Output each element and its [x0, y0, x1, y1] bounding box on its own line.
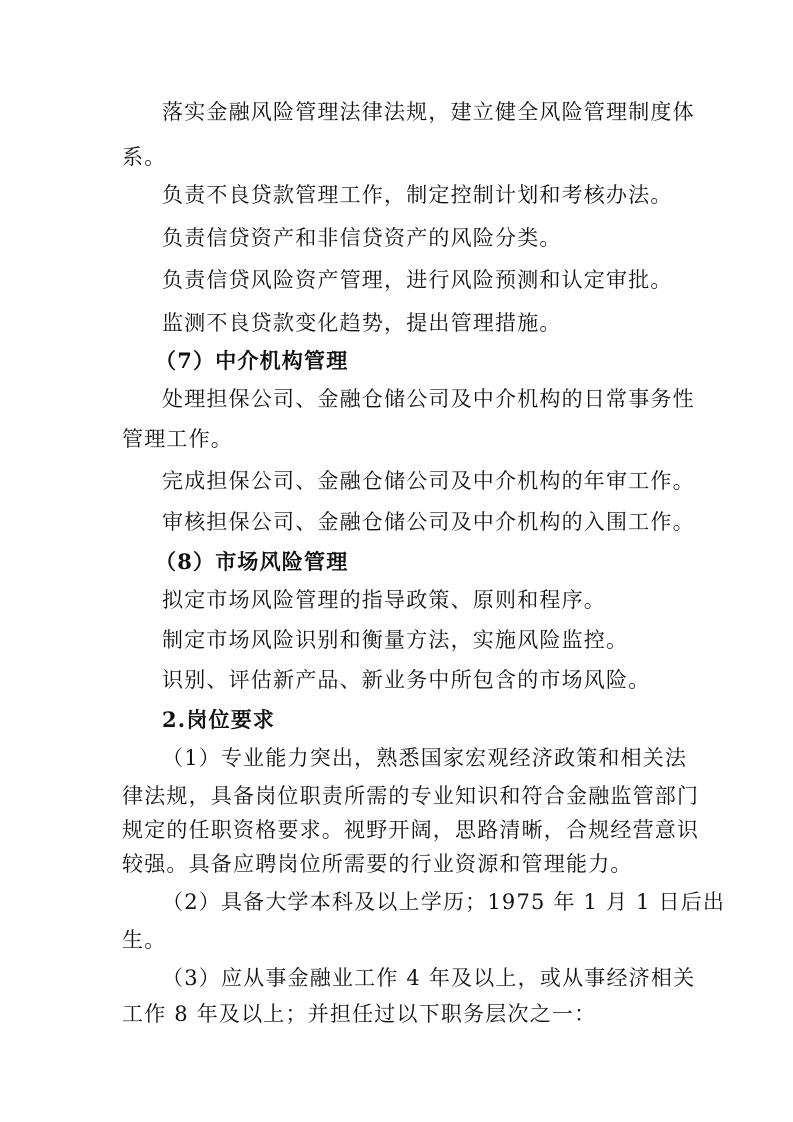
paragraph-line: 识别、评估新产品、新业务中所包含的市场风险。 [162, 668, 651, 692]
paragraph-line: （3）应从事金融业工作 4 年及以上，或从事经济相关 [162, 966, 696, 990]
paragraph-line: （2）具备大学本科及以上学历；1975 年 1 月 1 日后出 [162, 890, 726, 914]
paragraph-line: 工作 8 年及以上；并担任过以下职务层次之一： [122, 1002, 597, 1026]
paragraph-line: 系。 [122, 145, 167, 169]
paragraph-line: 负责不良贷款管理工作，制定控制计划和考核办法。 [162, 183, 673, 207]
paragraph-line: 负责信贷风险资产管理，进行风险预测和认定审批。 [162, 268, 673, 292]
paragraph-line: 处理担保公司、金融仓储公司及中介机构的日常事务性 [162, 387, 695, 411]
paragraph-line: 管理工作。 [122, 427, 233, 451]
paragraph-line: 较强。具备应聘岗位所需要的行业资源和管理能力。 [122, 852, 633, 876]
section-heading: （7）中介机构管理 [155, 348, 349, 373]
section-heading: （8）市场风险管理 [155, 549, 349, 574]
paragraph-line: 规定的任职资格要求。视野开阔，思路清晰，合规经营意识 [122, 818, 700, 842]
paragraph-line: 监测不良贷款变化趋势，提出管理措施。 [162, 311, 562, 335]
paragraph-line: 负责信贷资产和非信贷资产的风险分类。 [162, 226, 562, 250]
paragraph-line: 拟定市场风险管理的指导政策、原则和程序。 [162, 588, 606, 612]
section-heading: 2.岗位要求 [162, 707, 276, 732]
paragraph-line: 落实金融风险管理法律法规，建立健全风险管理制度体 [162, 100, 695, 124]
paragraph-line: 审核担保公司、金融仓储公司及中介机构的入围工作。 [162, 510, 695, 534]
paragraph-line: 生。 [122, 928, 167, 952]
paragraph-line: 完成担保公司、金融仓储公司及中介机构的年审工作。 [162, 469, 695, 493]
paragraph-line: 制定市场风险识别和衡量方法，实施风险监控。 [162, 628, 629, 652]
paragraph-line: （1）专业能力突出，熟悉国家宏观经济政策和相关法 [162, 746, 688, 770]
paragraph-line: 律法规，具备岗位职责所需的专业知识和符合金融监管部门 [122, 784, 700, 808]
